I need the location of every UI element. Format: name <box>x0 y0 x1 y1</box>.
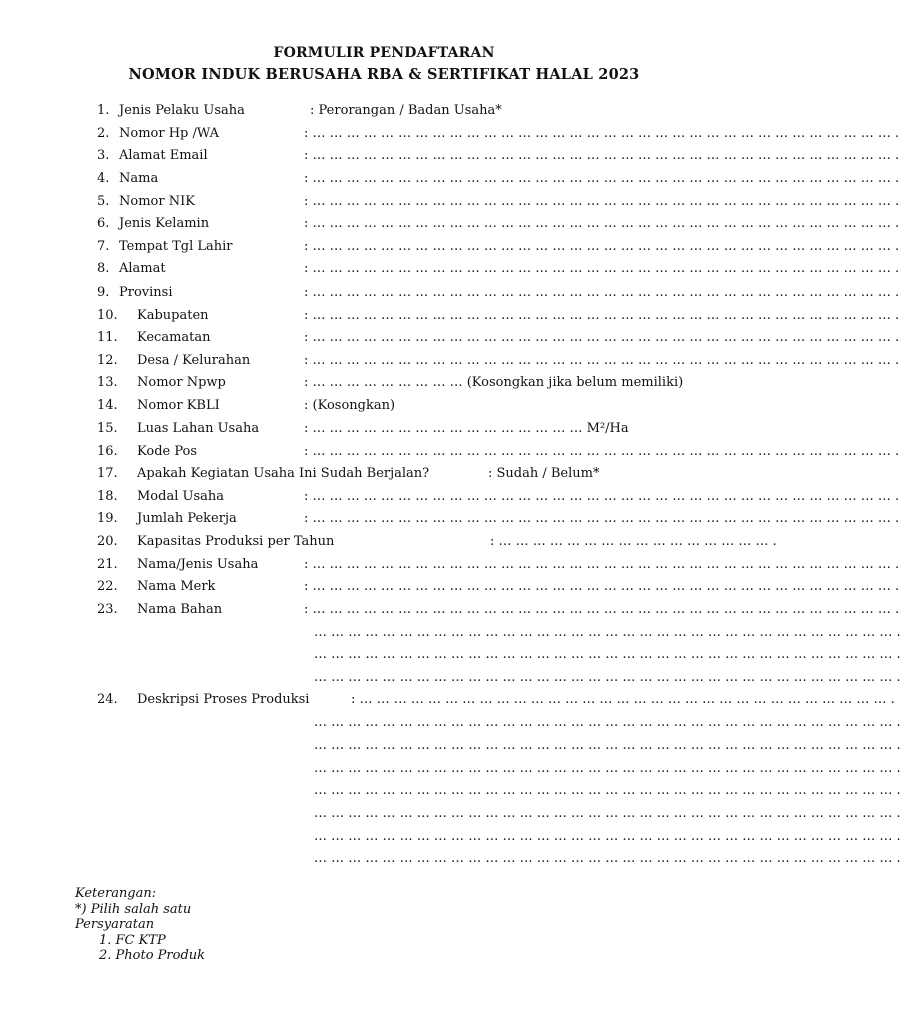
field-value[interactable]: : … … … … … … … … … … … … … … … … … … … … … … … … … … … … … … … … … … . <box>304 285 900 300</box>
field-label: Apakah Kegiatan Usaha Ini Sudah Berjalan? <box>137 466 430 481</box>
field-number: 24. <box>97 692 118 707</box>
field-value[interactable]: : … … … … … … … … … … … … … … … … … … … … … … … … … … … … … … … … … … . <box>304 511 900 526</box>
field-number: 12. <box>97 353 118 368</box>
continuation-line[interactable]: … … … … … … … … … … … … … … … … … … … … … … … … … … … … … … … … … … . <box>314 647 901 662</box>
requirements-heading: Persyaratan <box>75 917 155 932</box>
field-label: Tempat Tgl Lahir <box>119 239 233 254</box>
field-number: 16. <box>97 444 118 459</box>
field-value[interactable]: : … … … … … … … … … (Kosongkan jika belum memiliki) <box>304 375 684 390</box>
continuation-line[interactable]: … … … … … … … … … … … … … … … … … … … … … … … … … … … … … … … … … … . <box>314 761 901 776</box>
field-label: Nomor KBLI <box>137 398 220 413</box>
field-number: 22. <box>97 579 118 594</box>
field-number: 8. <box>97 261 110 276</box>
field-value[interactable]: : … … … … … … … … … … … … … … … … … … … … … … … … … … … … … … … … … … . <box>304 579 900 594</box>
requirement-item: 2. Photo Produk <box>99 948 206 963</box>
field-number: 13. <box>97 375 118 390</box>
field-number: 5. <box>97 194 110 209</box>
field-number: 15. <box>97 421 118 436</box>
field-label: Nama Merk <box>137 579 216 594</box>
field-value[interactable]: : … … … … … … … … … … … … … … … … … … … … … … … … … … … … … … … … … … . <box>304 330 900 345</box>
field-label: Deskripsi Proses Produksi <box>137 692 310 707</box>
field-number: 3. <box>97 148 110 163</box>
field-value[interactable]: : … … … … … … … … … … … … … … … … … … … … … … … … … … … … … … … . <box>351 692 895 707</box>
field-number: 14. <box>97 398 118 413</box>
field-number: 7. <box>97 239 110 254</box>
field-value[interactable]: : … … … … … … … … … … … … … … … … … … … … … … … … … … … … … … … … … … . <box>304 353 900 368</box>
continuation-line[interactable]: … … … … … … … … … … … … … … … … … … … … … … … … … … … … … … … … … … . <box>314 851 901 866</box>
field-value[interactable]: : … … … … … … … … … … … … … … … … … … … … … … … … … … … … … … … … … … . <box>304 148 900 163</box>
notes-section <box>75 886 205 964</box>
field-number: 9. <box>97 285 110 300</box>
field-label: Jumlah Pekerja <box>137 511 237 526</box>
continuation-line[interactable]: … … … … … … … … … … … … … … … … … … … … … … … … … … … … … … … … … … . <box>314 783 901 798</box>
field-value[interactable]: : … … … … … … … … … … … … … … … … . <box>490 534 777 549</box>
field-label: Nomor Npwp <box>137 375 226 390</box>
field-value[interactable]: : … … … … … … … … … … … … … … … … … … … … … … … … … … … … … … … … … … . <box>304 308 900 323</box>
field-value[interactable]: : … … … … … … … … … … … … … … … … M²/Ha <box>304 421 629 436</box>
field-value[interactable]: : Sudah / Belum* <box>488 466 600 481</box>
field-label: Kecamatan <box>137 330 211 345</box>
field-label: Nama/Jenis Usaha <box>137 557 259 572</box>
field-value[interactable]: : … … … … … … … … … … … … … … … … … … … … … … … … … … … … … … … … … … . <box>304 261 900 276</box>
field-number: 10. <box>97 308 118 323</box>
field-label: Kabupaten <box>137 308 209 323</box>
field-value[interactable]: : … … … … … … … … … … … … … … … … … … … … … … … … … … … … … … … … … … . <box>304 216 900 231</box>
continuation-line[interactable]: … … … … … … … … … … … … … … … … … … … … … … … … … … … … … … … … … … . <box>314 625 901 640</box>
field-number: 6. <box>97 216 110 231</box>
field-number: 23. <box>97 602 118 617</box>
field-number: 4. <box>97 171 110 186</box>
field-number: 18. <box>97 489 118 504</box>
field-number: 17. <box>97 466 118 481</box>
field-label: Nomor Hp /WA <box>119 126 219 141</box>
field-value[interactable]: : … … … … … … … … … … … … … … … … … … … … … … … … … … … … … … … … … … . <box>304 171 900 186</box>
field-label: Provinsi <box>119 285 173 300</box>
field-value[interactable]: : … … … … … … … … … … … … … … … … … … … … … … … … … … … … … … … … … … . <box>304 126 900 141</box>
continuation-line[interactable]: … … … … … … … … … … … … … … … … … … … … … … … … … … … … … … … … … … . <box>314 738 901 753</box>
field-value[interactable]: : … … … … … … … … … … … … … … … … … … … … … … … … … … … … … … … … … … . <box>304 444 900 459</box>
field-label: Kode Pos <box>137 444 198 459</box>
notes-footnote: *) Pilih salah satu <box>75 901 192 917</box>
field-label: Kapasitas Produksi per Tahun <box>137 534 335 549</box>
field-number: 1. <box>97 103 110 118</box>
field-value[interactable]: : … … … … … … … … … … … … … … … … … … … … … … … … … … … … … … … … … … . <box>304 239 900 254</box>
field-value[interactable]: : … … … … … … … … … … … … … … … … … … … … … … … … … … … … … … … … … … . <box>304 489 900 504</box>
notes-heading: Keterangan: <box>75 886 157 901</box>
continuation-line[interactable]: … … … … … … … … … … … … … … … … … … … … … … … … … … … … … … … … … … . <box>314 670 901 685</box>
field-value[interactable]: : (Kosongkan) <box>304 398 396 413</box>
continuation-line[interactable]: … … … … … … … … … … … … … … … … … … … … … … … … … … … … … … … … … … . <box>314 715 901 730</box>
continuation-line[interactable]: … … … … … … … … … … … … … … … … … … … … … … … … … … … … … … … … … … . <box>314 806 901 821</box>
field-number: 20. <box>97 534 118 549</box>
field-number: 2. <box>97 126 110 141</box>
field-label: Nomor NIK <box>119 194 195 209</box>
field-label: Desa / Kelurahan <box>137 353 251 368</box>
field-number: 21. <box>97 557 118 572</box>
field-number: 19. <box>97 511 118 526</box>
field-label: Nama Bahan <box>137 602 223 617</box>
requirement-item: 1. FC KTP <box>99 932 166 948</box>
field-label: Luas Lahan Usaha <box>137 421 260 436</box>
field-label: Jenis Kelamin <box>119 216 210 231</box>
continuation-line[interactable]: … … … … … … … … … … … … … … … … … … … … … … … … … … … … … … … … … … . <box>314 829 901 844</box>
field-value[interactable]: : … … … … … … … … … … … … … … … … … … … … … … … … … … … … … … … … … … . <box>304 602 900 617</box>
field-label: Jenis Pelaku Usaha <box>119 103 245 118</box>
form-title-line1: FORMULIR PENDAFTARAN <box>273 45 495 61</box>
field-number: 11. <box>97 330 118 345</box>
field-label: Modal Usaha <box>137 489 225 504</box>
field-value[interactable]: : … … … … … … … … … … … … … … … … … … … … … … … … … … … … … … … … … … . <box>304 194 900 209</box>
field-label: Nama <box>119 171 159 186</box>
field-value[interactable]: : Perorangan / Badan Usaha* <box>310 103 502 118</box>
field-label: Alamat <box>119 261 166 276</box>
form-title-line2: NOMOR INDUK BERUSAHA RBA & SERTIFIKAT HALAL 2023 <box>128 66 640 83</box>
field-label: Alamat Email <box>119 148 208 163</box>
field-value[interactable]: : … … … … … … … … … … … … … … … … … … … … … … … … … … … … … … … … … … . <box>304 557 900 572</box>
